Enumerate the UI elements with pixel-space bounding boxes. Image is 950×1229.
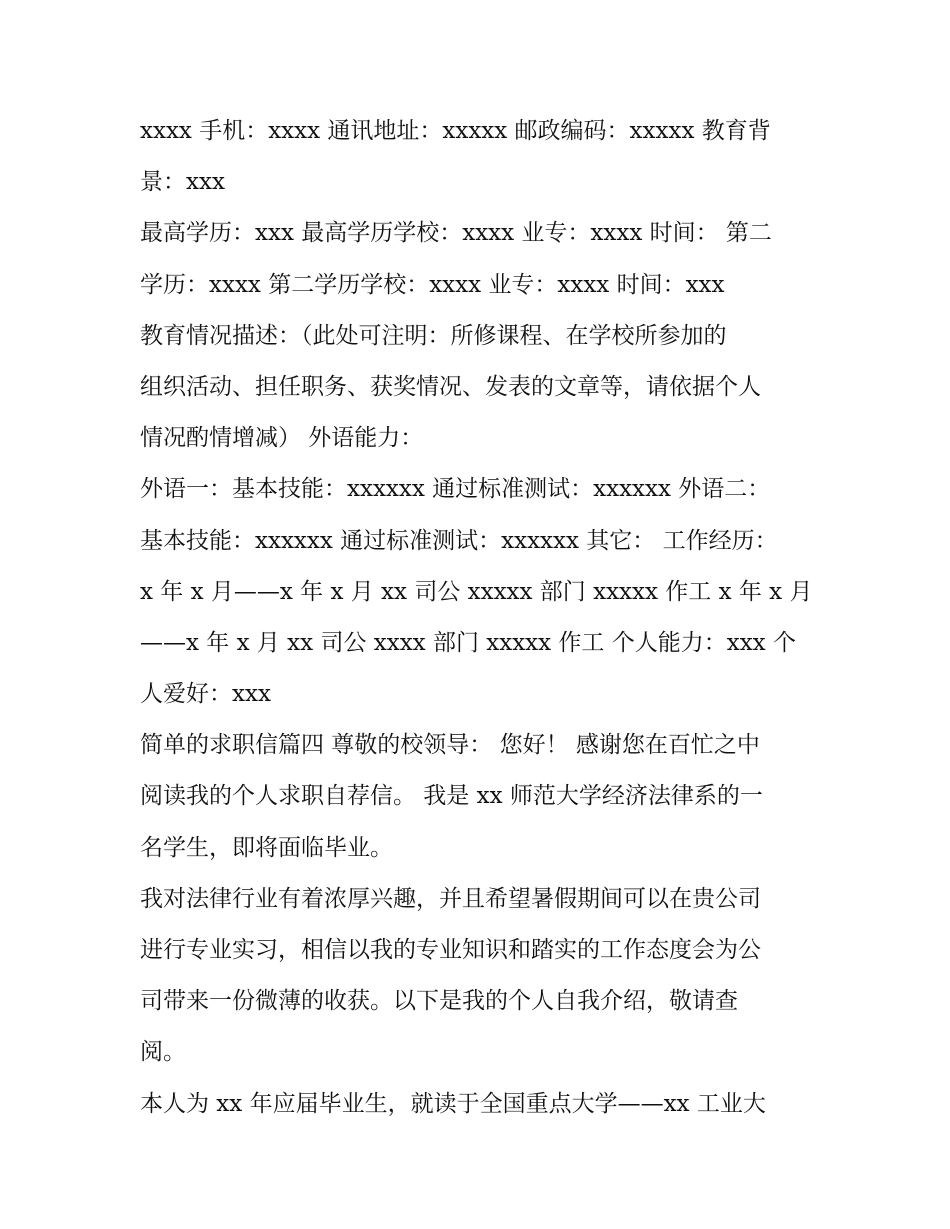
text-line: 简单的求职信篇四 尊敬的校领导： 您好！ 感谢您在百忙之中	[140, 732, 760, 759]
text-line: 名学生，即将面临毕业。	[140, 834, 393, 861]
text-line: 本人为 xx 年应届毕业生，就读于全国重点大学——xx 工业大	[140, 1090, 766, 1117]
text-line: x 年 x 月——x 年 x 月 xx 司公 xxxxx 部门 xxxxx 作工 x 年 x 月	[140, 578, 813, 605]
text-line: 学历：xxxx 第二学历学校：xxxx 业专：xxxx 时间：xxx	[140, 271, 725, 298]
text-line: 基本技能：xxxxxx 通过标准测试：xxxxxx 其它： 工作经历：	[140, 527, 778, 554]
text-line: 司带来一份微薄的收获。以下是我的个人自我介绍，敬请查	[140, 988, 738, 1015]
text-line: 外语一：基本技能：xxxxxx 通过标准测试：xxxxxx 外语二：	[140, 476, 771, 503]
text-line: 阅读我的个人求职自荐信。 我是 xx 师范大学经济法律系的一	[140, 783, 763, 810]
text-line: 人爱好：xxx	[140, 681, 271, 708]
text-line: 我对法律行业有着浓厚兴趣，并且希望暑假期间可以在贵公司	[140, 885, 761, 912]
text-line: ——x 年 x 月 xx 司公 xxxx 部门 xxxxx 作工 个人能力：xxx 个	[140, 629, 796, 656]
text-line: xxxx 手机：xxxx 通讯地址：xxxxx 邮政编码：xxxxx 教育背	[140, 118, 771, 144]
text-line: 组织活动、担任职务、获奖情况、发表的文章等，请依据个人	[140, 373, 761, 400]
text-line: 阅。	[140, 1039, 186, 1066]
text-line: 进行专业实习，相信以我的专业知识和踏实的工作态度会为公	[140, 937, 761, 963]
text-line: 情况酌情增减） 外语能力：	[140, 425, 424, 452]
document-body	[140, 106, 830, 1130]
text-line: 景：xxx	[140, 169, 225, 196]
text-line: 教育情况描述：（此处可注明：所修课程、在学校所参加的	[140, 322, 727, 349]
text-line: 最高学历：xxx 最高学历学校：xxxx 业专：xxxx 时间： 第二	[140, 220, 772, 247]
